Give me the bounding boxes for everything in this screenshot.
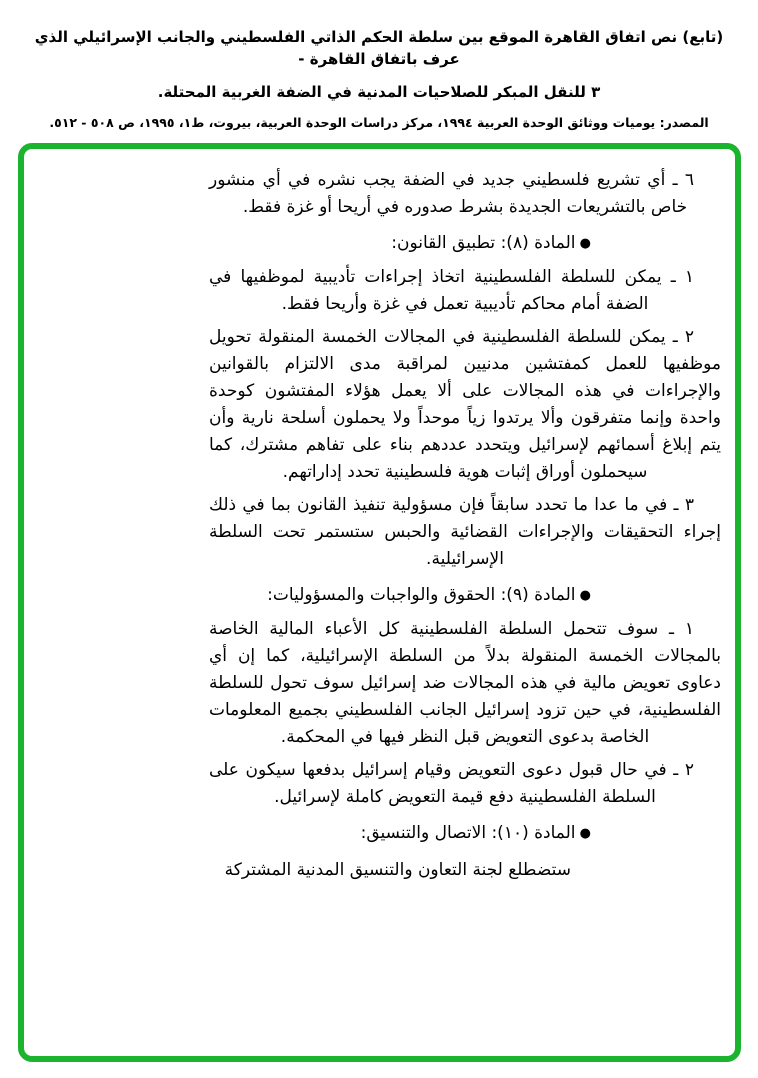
document-text-column — [209, 149, 721, 884]
article-heading — [209, 230, 721, 257]
body-paragraph: ٣ ـ في ما عدا ما تحدد سابقاً فإن مسؤولية تنفيذ القانون بما في ذلك إجراء التحقيقات والإجراءات القضائية والحبس ستستمر تحت السلطة الإسرائيلية. — [209, 495, 721, 569]
document-body-frame — [18, 143, 741, 1062]
header-title-line-2: ٣ للنقل المبكر للصلاحيات المدنية في الضفة الغربية المحتلة. — [157, 83, 601, 101]
body-paragraph: ستضطلع لجنة التعاون والتنسيق المدنية المشتركة — [224, 860, 571, 880]
body-paragraph: ١ ـ سوف تتحمل السلطة الفلسطينية كل الأعباء المالية الخاصة بالمجالات الخمسة المنقولة بدلاً من السلطة الإسرائيلية، كما إن أي دعاوى تعويض مالية في هذه المجالات ضد إسرائيل سوف تحول للسلطة الفلسطينية، في حين تزود إسرائيل الجانب الفلسطيني بجميع المعلومات الخاصة بدعوى التعويض قبل النظر فيها في المحكمة. — [209, 619, 721, 747]
bullet-icon: ● — [575, 826, 591, 841]
article-heading — [209, 820, 721, 847]
header-title-line-1: (تابع) نص اتفاق القاهرة الموقع بين سلطة الحكم الذاتي الفلسطيني والجانب الإسرائيلي الذي عرف باتفاق القاهرة - — [34, 28, 724, 68]
document-header — [0, 0, 758, 130]
article-heading — [209, 582, 721, 609]
header-source-citation: المصدر: يوميات ووثائق الوحدة العربية ١٩٩٤، مركز دراسات الوحدة العربية، بيروت، ط١، ١٩٩٥، ص ٥٠٨ - ٥١٢. — [49, 115, 709, 130]
body-paragraph: ٢ ـ يمكن للسلطة الفلسطينية في المجالات الخمسة المنقولة تحويل موظفيها للعمل كمفتشين مدنيين لمراقبة مدى الالتزام بالقوانين والإجراءات في هذه المجالات على ألا يعمل هؤلاء المفتشون كوحدة واحدة وإنما متفرقون وألا يرتدوا زياً موحداً ولا يحملون أسلحة نارية وأن يتم إبلاغ أسمائهم لإسرائيل ويتحدد عددهم بناء على تفاهم مشترك، كما سيحملون أوراق إثبات هوية فلسطينية تحدد إداراتهم. — [209, 327, 721, 482]
body-paragraph: ٢ ـ في حال قبول دعوى التعويض وقيام إسرائيل بدفعها سيكون على السلطة الفلسطينية دفع قيمة التعويض كاملة لإسرائيل. — [209, 760, 694, 807]
body-paragraph: ١ ـ يمكن للسلطة الفلسطينية اتخاذ إجراءات تأديبية لموظفيها في الضفة أمام محاكم تأديبية تعمل في غزة وأريحا فقط. — [209, 267, 694, 314]
article-heading-text: المادة (٨): تطبيق القانون: — [391, 233, 576, 253]
article-heading-text: المادة (١٠): الاتصال والتنسيق: — [360, 823, 576, 843]
bullet-icon: ● — [575, 236, 591, 251]
bullet-icon: ● — [575, 588, 591, 603]
article-heading-text: المادة (٩): الحقوق والواجبات والمسؤوليات: — [267, 585, 576, 605]
body-paragraph: ٦ ـ أي تشريع فلسطيني جديد في الضفة يجب نشره في أي منشور خاص بالتشريعات الجديدة بشرط صدوره في أريحا أو غزة فقط. — [209, 170, 694, 217]
